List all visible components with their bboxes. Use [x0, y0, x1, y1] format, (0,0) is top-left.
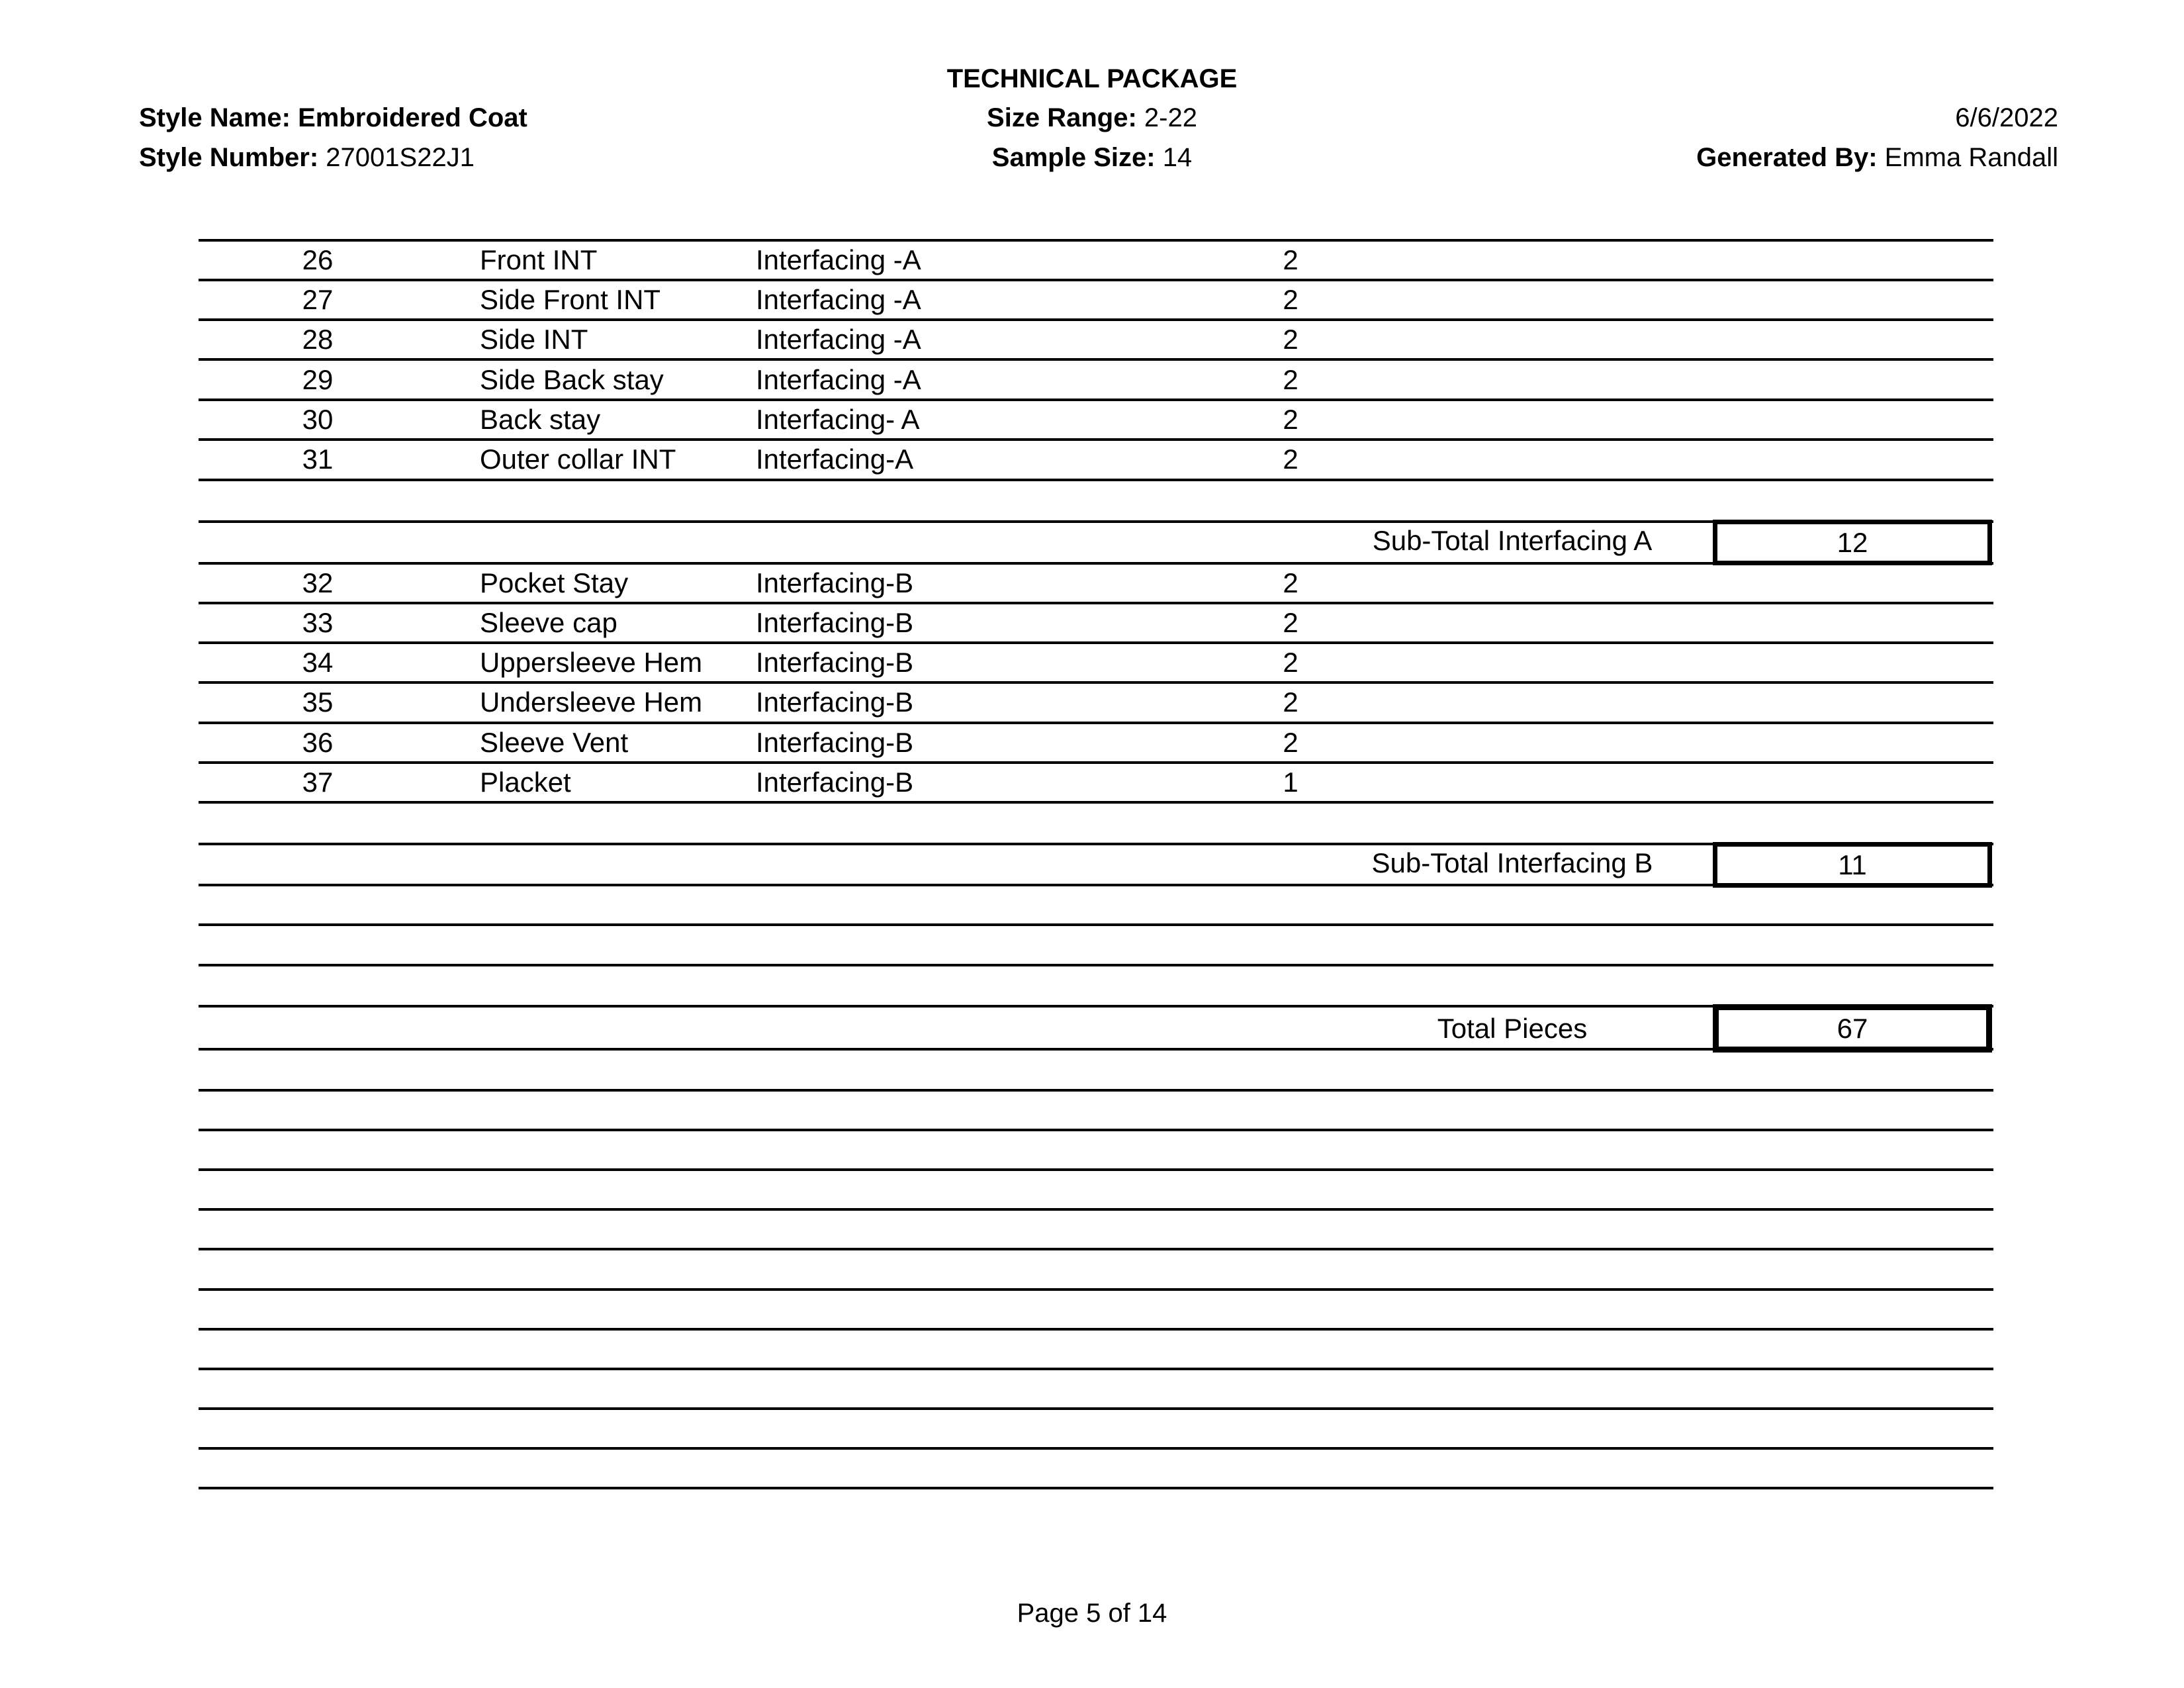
- table-rule: [199, 1248, 1993, 1250]
- table-rule: [199, 1407, 1993, 1410]
- piece-name: Undersleeve Hem: [480, 686, 703, 718]
- table-rule: [199, 438, 1993, 441]
- generated-by-label: Generated By:: [1696, 143, 1878, 172]
- piece-material: Interfacing-B: [756, 727, 914, 758]
- piece-quantity: 2: [1283, 567, 1298, 598]
- sample-size-label: Sample Size:: [991, 143, 1156, 172]
- table-rule: [199, 399, 1993, 401]
- style-number-label: Style Number:: [139, 143, 319, 172]
- document-title: TECHNICAL PACKAGE: [946, 64, 1238, 93]
- piece-quantity: 2: [1283, 727, 1298, 758]
- table-rule: [199, 1328, 1993, 1331]
- piece-material: Interfacing -A: [756, 364, 921, 395]
- piece-material: Interfacing- A: [756, 404, 920, 435]
- piece-name: Side Back stay: [480, 364, 664, 395]
- style-number-value: 27001S22J1: [326, 143, 475, 172]
- piece-name: Sleeve Vent: [480, 727, 629, 758]
- size-range-label: Size Range:: [987, 103, 1137, 132]
- style-name-label: Style Name:: [139, 103, 291, 132]
- page-number: Page 5 of 14: [1017, 1599, 1167, 1628]
- piece-material: Interfacing-A: [756, 444, 914, 475]
- table-rule: [199, 1368, 1993, 1370]
- piece-number: 37: [302, 767, 334, 798]
- subtotal-interfacing-b-label: Sub-Total Interfacing B: [1371, 847, 1653, 878]
- table-rule: [199, 318, 1993, 321]
- table-rule: [199, 681, 1993, 684]
- table-rule: [199, 722, 1993, 724]
- table-rule: [199, 239, 1993, 242]
- piece-name: Sleeve cap: [480, 607, 617, 638]
- table-rule: [199, 761, 1993, 764]
- piece-quantity: 2: [1283, 244, 1298, 275]
- total-pieces-value: 67: [1713, 1004, 1992, 1053]
- piece-name: Back stay: [480, 404, 601, 435]
- table-rule: [199, 279, 1993, 281]
- piece-quantity: 2: [1283, 686, 1298, 718]
- piece-number: 29: [302, 364, 334, 395]
- table-rule: [199, 479, 1993, 481]
- piece-number: 28: [302, 324, 334, 355]
- piece-number: 26: [302, 244, 334, 275]
- piece-number: 36: [302, 727, 334, 758]
- sample-size-value: 14: [1162, 143, 1193, 172]
- piece-quantity: 2: [1283, 444, 1298, 475]
- piece-number: 30: [302, 404, 334, 435]
- piece-material: Interfacing-B: [756, 767, 914, 798]
- piece-name: Front INT: [480, 244, 598, 275]
- piece-name: Side Front INT: [480, 284, 661, 315]
- piece-quantity: 2: [1283, 324, 1298, 355]
- table-rule: [199, 641, 1993, 644]
- table-rule: [199, 801, 1993, 804]
- document-date: 6/6/2022: [1955, 103, 2058, 132]
- table-rule: [199, 1447, 1993, 1450]
- piece-quantity: 2: [1283, 364, 1298, 395]
- table-rule: [199, 1288, 1993, 1291]
- table-rule: [199, 1089, 1993, 1092]
- table-rule: [199, 1208, 1993, 1211]
- table-rule: [199, 1129, 1993, 1131]
- size-range: [0, 102, 2184, 134]
- piece-material: Interfacing -A: [756, 324, 921, 355]
- total-pieces-label: Total Pieces: [1437, 1013, 1588, 1044]
- subtotal-interfacing-a-label: Sub-Total Interfacing A: [1372, 525, 1653, 556]
- piece-number: 32: [302, 567, 334, 598]
- table-rule: [199, 923, 1993, 926]
- piece-quantity: 2: [1283, 647, 1298, 678]
- piece-material: Interfacing -A: [756, 284, 921, 315]
- piece-number: 34: [302, 647, 334, 678]
- piece-name: Side INT: [480, 324, 588, 355]
- piece-name: Placket: [480, 767, 571, 798]
- piece-number: 27: [302, 284, 334, 315]
- table-rule: [199, 602, 1993, 604]
- piece-name: Pocket Stay: [480, 567, 629, 598]
- piece-material: Interfacing-B: [756, 567, 914, 598]
- table-rule: [199, 964, 1993, 966]
- piece-material: Interfacing-B: [756, 607, 914, 638]
- piece-number: 31: [302, 444, 334, 475]
- piece-material: Interfacing-B: [756, 686, 914, 718]
- table-rule: [199, 1168, 1993, 1171]
- piece-number: 35: [302, 686, 334, 718]
- subtotal-interfacing-a-value: 12: [1713, 520, 1992, 565]
- generated-by-value: Emma Randall: [1884, 143, 2058, 172]
- table-rule: [199, 1487, 1993, 1489]
- piece-quantity: 2: [1283, 607, 1298, 638]
- piece-material: Interfacing -A: [756, 244, 921, 275]
- piece-name: Uppersleeve Hem: [480, 647, 703, 678]
- piece-quantity: 2: [1283, 284, 1298, 315]
- piece-material: Interfacing-B: [756, 647, 914, 678]
- piece-quantity: 1: [1283, 767, 1298, 798]
- piece-number: 33: [302, 607, 334, 638]
- style-name-value: Embroidered Coat: [298, 103, 527, 132]
- piece-name: Outer collar INT: [480, 444, 676, 475]
- generated-by: [1696, 142, 2058, 173]
- subtotal-interfacing-b-value: 11: [1713, 842, 1992, 888]
- table-rule: [199, 358, 1993, 361]
- size-range-value: 2-22: [1144, 103, 1197, 132]
- piece-quantity: 2: [1283, 404, 1298, 435]
